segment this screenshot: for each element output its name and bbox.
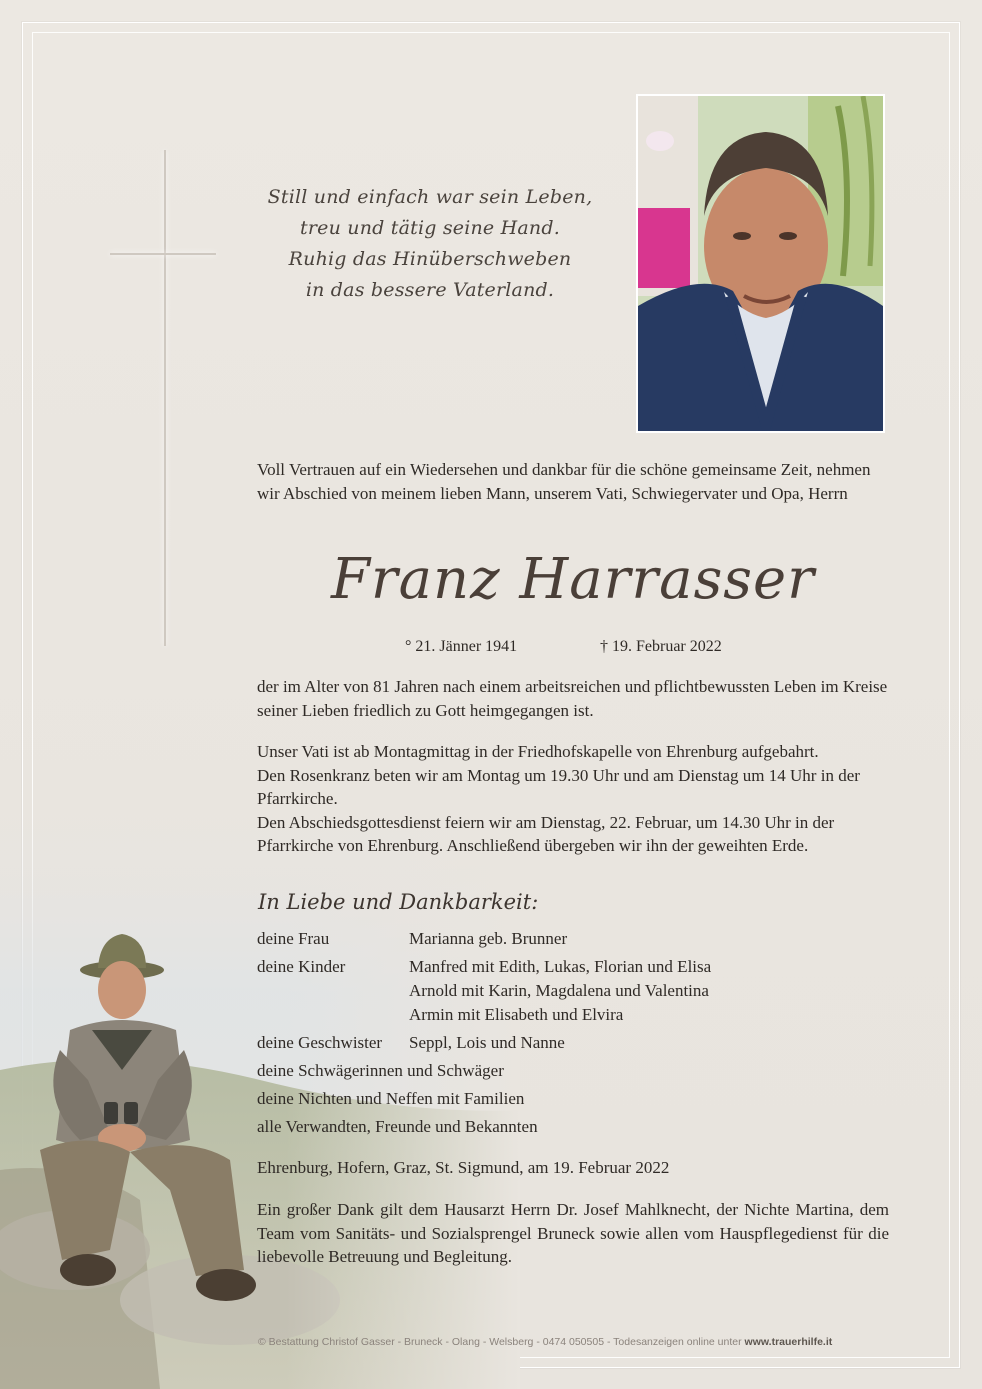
family-relation: alle Verwandten, Freunde und Bekannten: [257, 1117, 538, 1136]
life-text: der im Alter von 81 Jahren nach einem arbeitsreichen und pflichtbewussten Leben im Kreise seiner Lieben friedlich zu Gott heimgegangen ist.: [257, 677, 888, 720]
family-name-line: Marianna geb. Brunner: [409, 929, 568, 948]
family-relation: deine Schwägerinnen und Schwäger: [257, 1061, 504, 1080]
final-thanks-text: Ein großer Dank gilt dem Hausarzt Herrn Dr. Josef Mahlknecht, der Nichte Martina, dem Team vom Sanitäts- und Sozialsprengel Bruneck sowie allen vom Hauspflegedienst für die liebevolle Betreuung und Begleitung.: [257, 1200, 889, 1266]
family-name-line: Seppl, Lois und Nanne: [409, 1033, 565, 1052]
family-relation: deine Frau: [257, 929, 330, 948]
family-name-line: Armin mit Elisabeth und Elvira: [409, 1005, 624, 1024]
place-date-text: Ehrenburg, Hofern, Graz, St. Sigmund, am 19. Februar 2022: [257, 1158, 670, 1177]
poem-line: Still und einfach war sein Leben,: [267, 186, 593, 208]
cross-vertical-bar: [164, 150, 166, 646]
birth-date: ° 21. Jänner 1941: [405, 638, 518, 655]
family-names: [409, 955, 889, 1027]
family-row: [257, 1059, 889, 1083]
family-row: [257, 1115, 889, 1139]
footer-text: © Bestattung Christof Gasser - Bruneck - Olang - Welsberg - 0474 050505 - Todesanzeigen online unter: [258, 1336, 745, 1348]
place-date: [257, 1156, 889, 1180]
final-thanks: [257, 1198, 889, 1269]
funeral-text: Den Abschiedsgottesdienst feiern wir am Dienstag, 22. Februar, um 14.30 Uhr in der Pfarrkirche von Ehrenburg. Anschließend übergeben wir ihn der geweihten Erde.: [257, 812, 835, 855]
poem-line: treu und tätig seine Hand.: [300, 217, 560, 239]
family-row: [257, 1031, 889, 1055]
portrait-photo: [636, 94, 885, 433]
family-list: [257, 927, 889, 1139]
footer: [258, 1336, 832, 1348]
poem-line: Ruhig das Hinüberschweben: [288, 248, 572, 270]
footer-link[interactable]: www.trauerhilfe.it: [744, 1336, 833, 1348]
family-name-line: Manfred mit Edith, Lukas, Florian und Elisa: [409, 957, 712, 976]
family-name-line: Arnold mit Karin, Magdalena und Valentina: [409, 981, 709, 1000]
thanks-heading: In Liebe und Dankbarkeit:: [258, 890, 539, 914]
family-names: [409, 1031, 889, 1055]
cross-horizontal-bar: [110, 253, 216, 255]
death-date: † 19. Februar 2022: [600, 638, 722, 655]
family-relation: deine Nichten und Neffen mit Familien: [257, 1089, 525, 1108]
service-paragraph: [257, 740, 889, 858]
intro-paragraph: Voll Vertrauen auf ein Wiedersehen und dankbar für die schöne gemeinsame Zeit, nehmen wir Abschied von meinem lieben Mann, unserem Vati, Schwiegervater und Opa, Herrn: [257, 460, 871, 503]
family-row: [257, 1087, 889, 1111]
viewing-text: Unser Vati ist ab Montagmittag in der Friedhofskapelle von Ehrenburg aufgebahrt.: [257, 742, 819, 761]
intro-text: [257, 458, 889, 505]
life-paragraph: [257, 675, 889, 722]
family-row: [257, 955, 889, 1027]
family-relation: deine Geschwister: [257, 1033, 383, 1052]
family-relation: deine Kinder: [257, 957, 346, 976]
deceased-name: Franz Harrasser: [331, 547, 815, 612]
poem-line: in das bessere Vaterland.: [305, 279, 555, 301]
rosary-text: Den Rosenkranz beten wir am Montag um 19.30 Uhr und am Dienstag um 14 Uhr in der Pfarrkirche.: [257, 765, 860, 808]
poem: [250, 182, 610, 306]
family-names: [409, 927, 889, 951]
family-row: [257, 927, 889, 951]
